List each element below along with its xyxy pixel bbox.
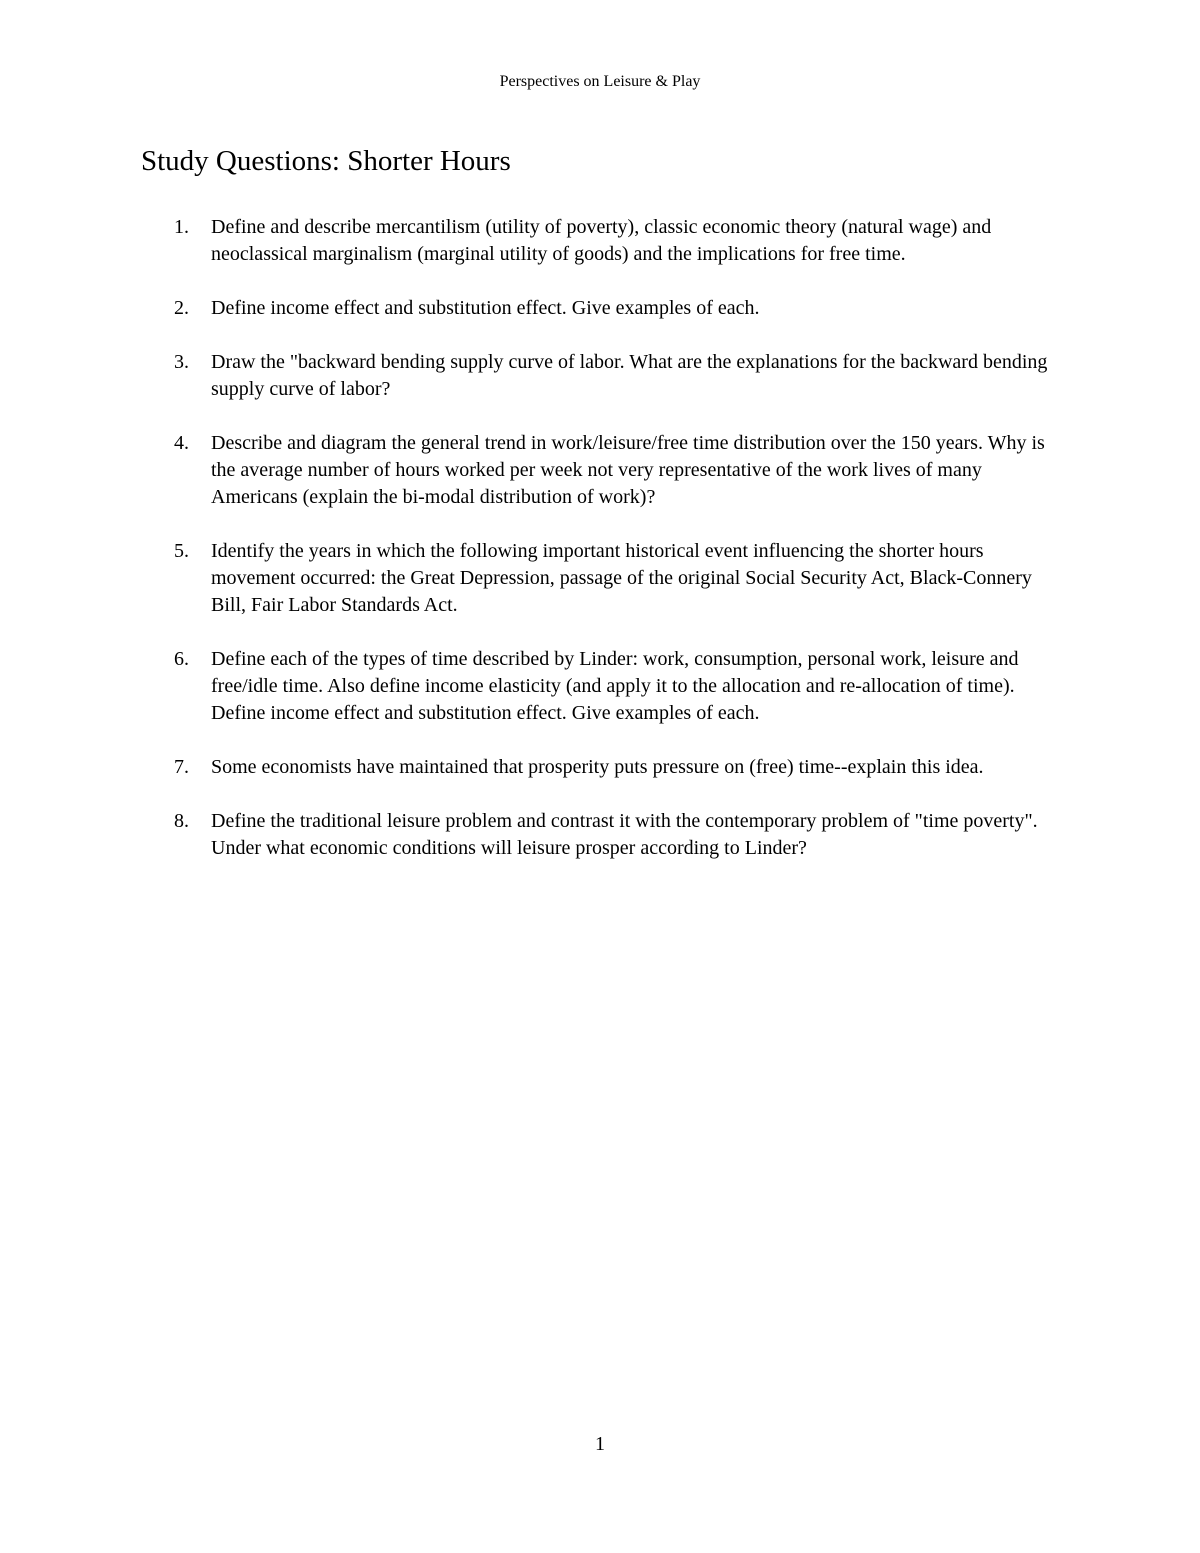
question-text: Describe and diagram the general trend in work/leisure/free time distribution over the 150 years. Why is the average number of hours worked per week not very representative of the work lives of many Americans (explain the bi-modal distribution of work)? xyxy=(211,432,1045,508)
question-item-1 xyxy=(141,214,1071,268)
question-text: Define the traditional leisure problem and contrast it with the contemporary problem of "time poverty". Under what economic conditions will leisure prosper according to Linder? xyxy=(211,810,1038,859)
question-number: 6. xyxy=(174,648,189,670)
question-text: Define income effect and substitution effect. Give examples of each. xyxy=(211,297,760,319)
question-number: 3. xyxy=(174,351,189,373)
question-number: 1. xyxy=(174,216,189,238)
question-item-6 xyxy=(141,646,1071,727)
question-item-4 xyxy=(141,430,1071,511)
question-item-2 xyxy=(141,295,1071,322)
question-text: Define and describe mercantilism (utility of poverty), classic economic theory (natural wage) and neoclassical marginalism (marginal utility of goods) and the implications for free time. xyxy=(211,216,992,265)
page-title: Study Questions: Shorter Hours xyxy=(141,145,511,177)
question-item-3 xyxy=(141,349,1071,403)
question-text: Identify the years in which the following important historical event influencing the shorter hours movement occurred: the Great Depression, passage of the original Social Security Act, Black-Connery Bill, Fair Labor Standards Act. xyxy=(211,540,1032,616)
question-number: 4. xyxy=(174,432,189,454)
question-item-8 xyxy=(141,808,1071,862)
question-number: 2. xyxy=(174,297,189,319)
question-text: Draw the "backward bending supply curve of labor. What are the explanations for the backward bending supply curve of labor? xyxy=(211,351,1048,400)
question-item-5 xyxy=(141,538,1071,619)
running-header: Perspectives on Leisure & Play xyxy=(499,73,701,90)
question-number: 5. xyxy=(174,540,189,562)
question-text: Some economists have maintained that prosperity puts pressure on (free) time--explain this idea. xyxy=(211,756,984,778)
question-number: 7. xyxy=(174,756,189,778)
page-number: 1 xyxy=(595,1433,605,1455)
question-list xyxy=(141,214,1071,889)
question-text: Define each of the types of time described by Linder: work, consumption, personal work, leisure and free/idle time. Also define income elasticity (and apply it to the allocation and re-allocation of time). Define income effect and substitution effect. Give examples of each. xyxy=(211,648,1019,724)
question-item-7 xyxy=(141,754,1071,781)
question-number: 8. xyxy=(174,810,189,832)
